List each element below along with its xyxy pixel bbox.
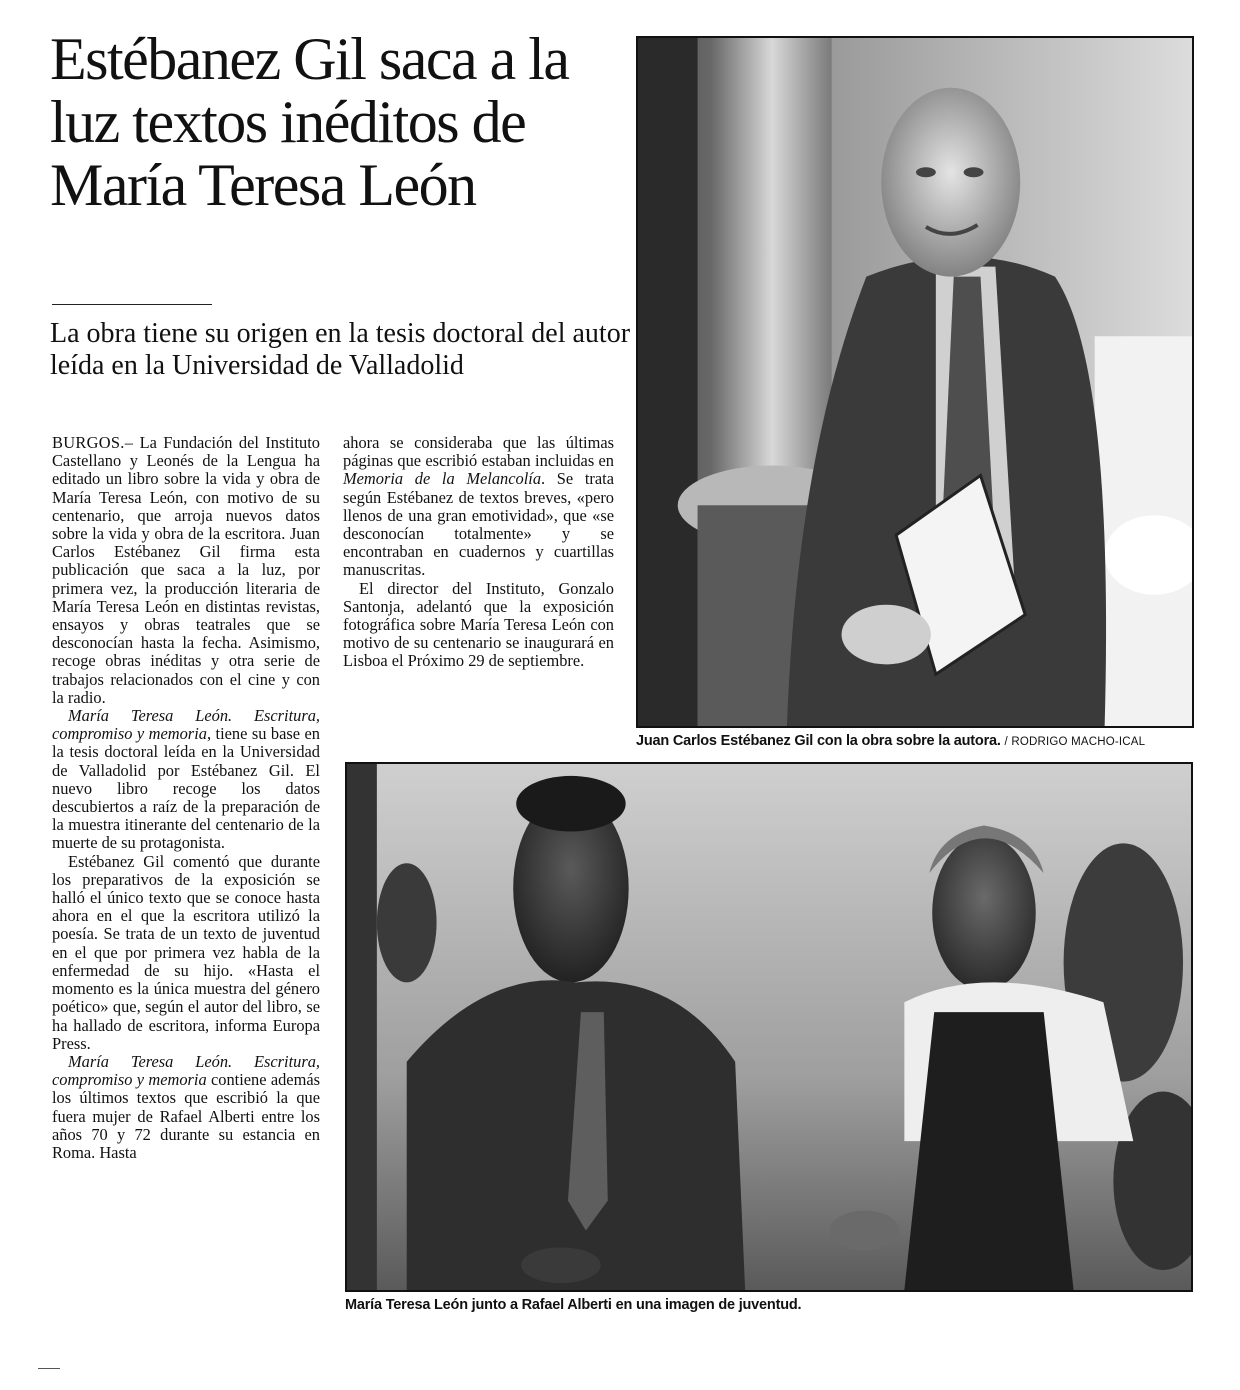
photo-caption-bottom: María Teresa León junto a Rafael Alberti en una imagen de juventud. [345,1297,802,1313]
photo-credit: / RODRIGO MACHO-ICAL [1004,736,1146,748]
book-title: Memoria de la Melancolía [343,469,542,489]
article-column-1 [52,434,320,1162]
paragraph-5 [343,434,614,580]
article-column-2 [343,434,614,671]
headline-divider [52,304,212,305]
book-title: María Teresa León. Escritura, compromiso y memoria [52,706,320,744]
paragraph-6: El director del Instituto, Gonzalo Santonja, adelantó que la exposición fotográfica sobre María Teresa León con motivo de su centenario se inaugurará en Lisboa el Próximo 29 de septiembre. [343,578,614,671]
dateline: BURGOS.– [52,433,134,452]
paragraph-5-text-a: ahora se consideraba que las últimas páginas que escribió estaban incluidas en [343,433,614,471]
photo-author-illustration [638,38,1192,726]
photo-caption-top [636,733,1236,749]
paragraph-1-text: La Fundación del Instituto Castellano y Leonés de la Lengua ha editado un libro sobre la vida y obra de María Teresa León, con motivo de su centenario, que arroja nuevos datos sobre la vida y obra de la escritora. Juan Carlos Estébanez Gil firma esta publicación que saca a la luz, por primera vez, la producción literaria de María Teresa León en distintas revistas, ensayos y obras teatrales que se desconocían hasta la fecha. Asimismo, recoge obras inéditas y otra serie de trabajos relacionados con el cine y con la radio. [52,433,320,707]
paragraph-2-text: , tiene su base en la tesis doctoral leída en la Universidad de Valladolid por Estébanez Gil. El nuevo libro recoge los datos descubiertos a raíz de la preparación de la muestra itinerante del centenario de la muerte de su protagonista. [52,724,320,853]
book-title: María Teresa León. Escritura, compromiso y memoria [52,1051,320,1090]
photo-couple-illustration [347,764,1191,1290]
paragraph-3: Estébanez Gil comentó que durante los preparativos de la exposición se halló el único texto que se conoce hasta ahora en el que la escritora utilizó la poesía. Se trata de un texto de juventud en el que por primera vez habla de la enfermedad de su hijo. «Hasta el momento es la única muestra del género poético» que, según el autor del libro, se ha hallado de escritora, informa Europa Press. [52,851,320,1053]
caption-text: Juan Carlos Estébanez Gil con la obra sobre la autora. [636,733,1001,749]
margin-mark [38,1368,60,1369]
photo-couple-youth [345,762,1193,1292]
paragraph-1 [52,434,320,707]
paragraph-2 [52,707,320,853]
headline: Estébanez Gil saca a la luz textos inéditos de María Teresa León [50,26,569,218]
paragraph-4-text: contiene además los últimos textos que escribió la que fuera mujer de Rafael Alberti entre los años 70 y 72 durante su estancia en Roma. Hasta [52,1070,320,1162]
photo-author-with-book [636,36,1194,728]
subheadline: La obra tiene su origen en la tesis doctoral del autor leída en la Universidad de Valladolid [50,318,631,381]
paragraph-5-text-b: . Se trata según Estébanez de textos breves, «pero llenos de una gran emotividad», que «se desconocían totalmente» y se encontraban en cuadernos y cuartillas manuscritas. [343,469,614,580]
paragraph-4 [52,1053,320,1162]
